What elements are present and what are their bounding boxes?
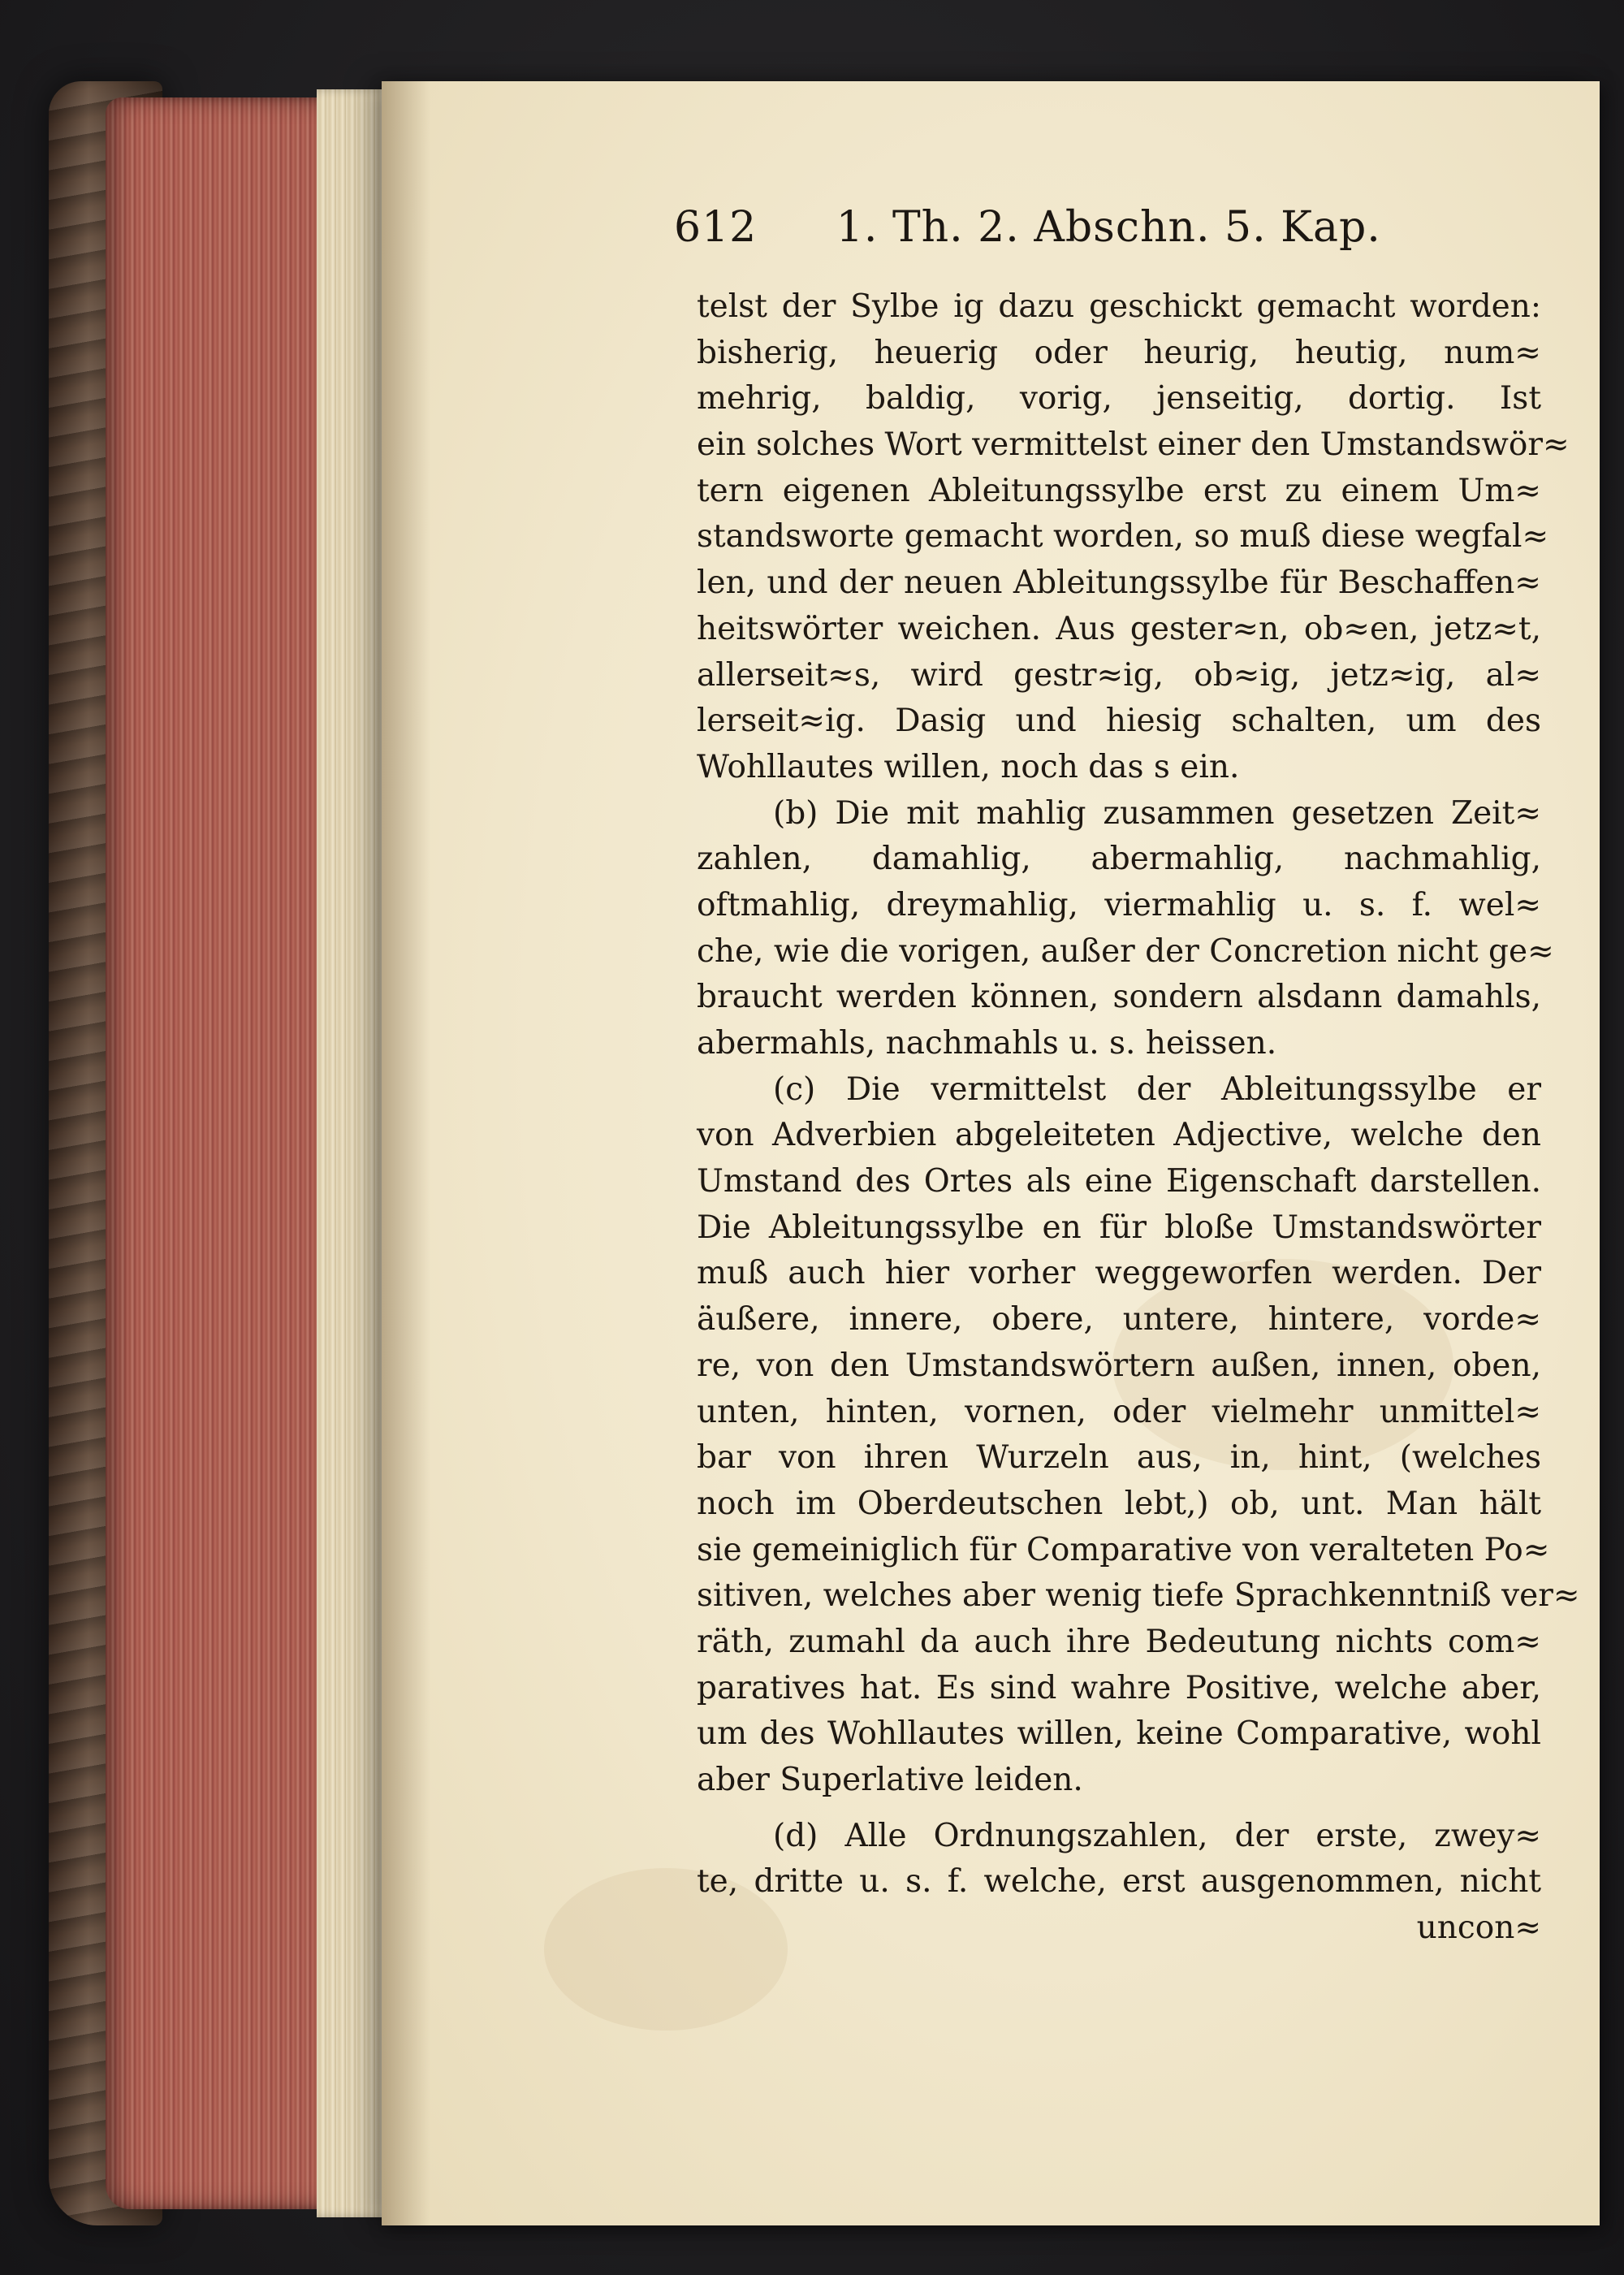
- text-line: heitswörter weichen. Aus gester≈n, ob≈en, jetz≈t,: [697, 610, 1541, 647]
- gutter-shadow: [382, 81, 430, 2225]
- text-line: Die Ableitungssylbe en für bloße Umstandswörter: [697, 1209, 1541, 1246]
- page-body: [697, 284, 1580, 1952]
- text-line: tern eigenen Ableitungssylbe erst zu einem Um≈: [697, 472, 1541, 509]
- catchword: uncon≈: [1416, 1910, 1541, 1947]
- paragraph-0: [697, 284, 1570, 791]
- text-line: zahlen, damahlig, abermahlig, nachmahlig,: [697, 841, 1541, 878]
- text-line: sitiven, welches aber wenig tiefe Sprachkenntniß ver≈: [697, 1577, 1580, 1615]
- text-line: standsworte gemacht worden, so muß diese wegfal≈: [697, 518, 1549, 556]
- text-line: paratives hat. Es sind wahre Positive, welche aber,: [697, 1669, 1541, 1706]
- text-line: Umstand des Ortes als eine Eigenschaft darstellen.: [697, 1163, 1541, 1200]
- text-line: von Adverbien abgeleiteten Adjective, welche den: [697, 1117, 1541, 1154]
- text-line: (c) Die vermittelst der Ableitungssylbe er: [773, 1070, 1541, 1108]
- running-title: 1. Th. 2. Abschn. 5. Kap.: [836, 203, 1381, 252]
- text-line: unten, hinten, vornen, oder vielmehr unmittel≈: [697, 1393, 1541, 1430]
- text-line: räth, zumahl da auch ihre Bedeutung nichts com≈: [697, 1623, 1541, 1660]
- text-line: ein solches Wort vermittelst einer den Umstandswör≈: [697, 426, 1570, 464]
- text-line: abermahls, nachmahls u. s. heissen.: [697, 1025, 1277, 1062]
- text-line: braucht werden können, sondern alsdann damahls,: [697, 979, 1541, 1016]
- text-line: telst der Sylbe ig dazu geschickt gemacht worden:: [697, 288, 1541, 325]
- text-line: (b) Die mit mahlig zusammen gesetzen Zeit≈: [773, 794, 1541, 832]
- book-page: [382, 81, 1600, 2225]
- text-line: mehrig, baldig, vorig, jenseitig, dortig. Ist: [697, 380, 1541, 417]
- text-line: che, wie die vorigen, außer der Concretion nicht ge≈: [697, 932, 1554, 970]
- text-line: muß auch hier vorher weggeworfen werden. Der: [697, 1255, 1541, 1292]
- page-number: 612: [674, 203, 758, 252]
- text-line: bisherig, heuerig oder heurig, heutig, num≈: [697, 334, 1541, 371]
- text-line: lerseit≈ig. Dasig und hiesig schalten, um des: [697, 703, 1541, 740]
- text-line: bar von ihren Wurzeln aus, in, hint, (welches: [697, 1439, 1541, 1477]
- paragraph-b: [697, 791, 1554, 1067]
- paragraph-c: [697, 1067, 1580, 1804]
- text-line: re, von den Umstandswörtern außen, innen, oben,: [697, 1347, 1541, 1384]
- paragraph-d: [697, 1814, 1541, 1905]
- text-line: äußere, innere, obere, untere, hintere, vorde≈: [697, 1301, 1541, 1339]
- text-line: (d) Alle Ordnungszahlen, der erste, zwey≈: [773, 1817, 1541, 1854]
- text-line: aber Superlative leiden.: [697, 1762, 1083, 1798]
- running-header: [674, 203, 1486, 252]
- text-line: noch im Oberdeutschen lebt,) ob, unt. Man hält: [697, 1485, 1541, 1522]
- text-line: allerseit≈s, wird gestr≈ig, ob≈ig, jetz≈ig, al≈: [697, 656, 1541, 694]
- text-line: te, dritte u. s. f. welche, erst ausgenommen, nicht: [697, 1863, 1541, 1901]
- text-line: um des Wohllautes willen, keine Comparative, wohl: [697, 1715, 1541, 1753]
- text-line: Wohllautes willen, noch das s ein.: [697, 748, 1240, 785]
- text-line: len, und der neuen Ableitungssylbe für Beschaffen≈: [697, 564, 1541, 602]
- text-line: oftmahlig, dreymahlig, viermahlig u. s. f. wel≈: [697, 886, 1541, 923]
- text-line: sie gemeiniglich für Comparative von veralteten Po≈: [697, 1531, 1550, 1568]
